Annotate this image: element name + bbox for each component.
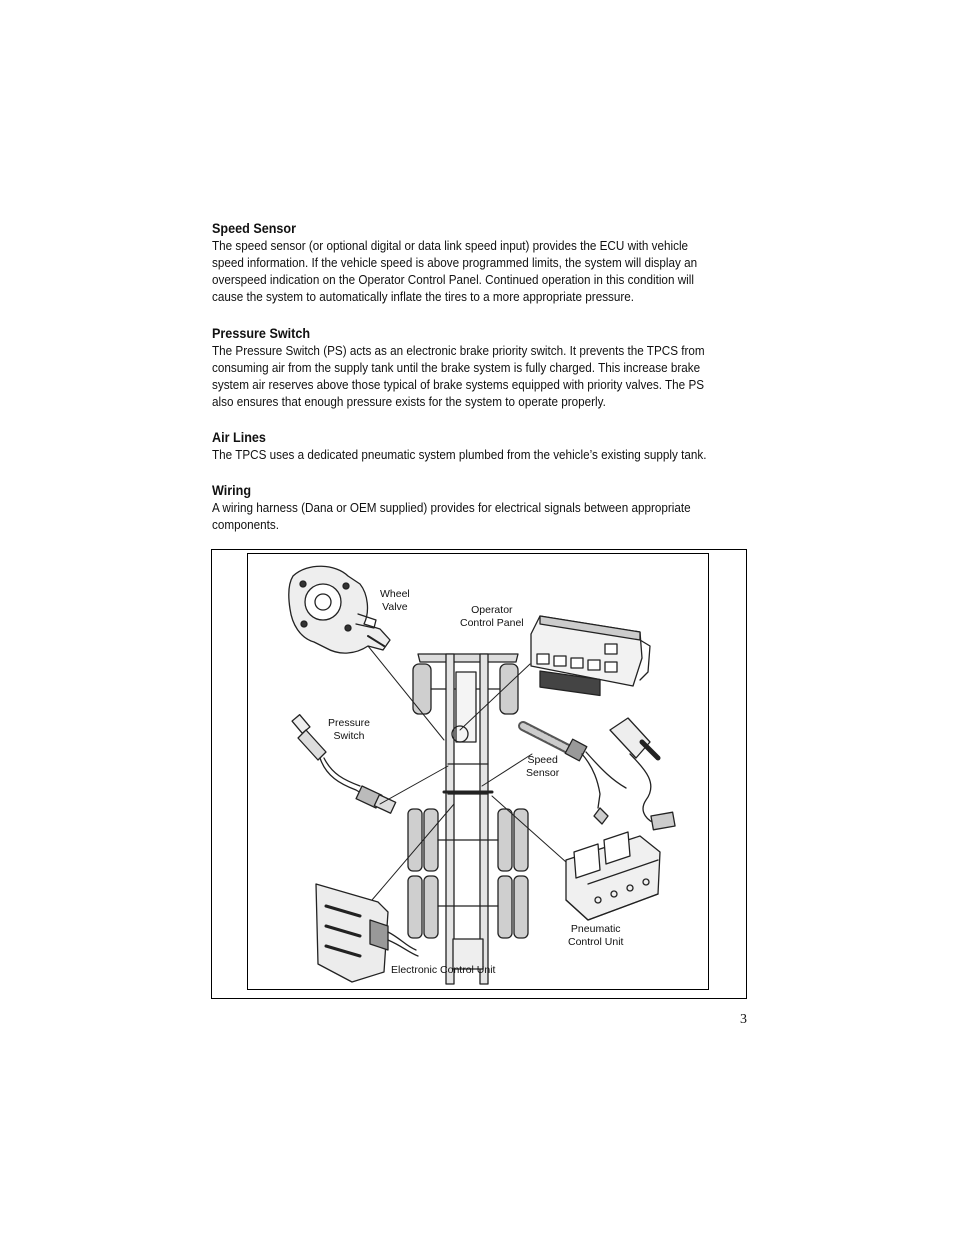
- label-electronic-control-unit: [391, 964, 495, 977]
- heading-pressure-switch: Pressure Switch: [212, 325, 311, 341]
- heading-wiring: Wiring: [212, 482, 252, 498]
- label-line: Sensor: [526, 767, 560, 779]
- text-line: components.: [212, 517, 279, 532]
- label-speed-sensor: [526, 754, 559, 780]
- pneumatic-control-unit-illustration: [566, 832, 660, 920]
- label-line: Operator: [471, 604, 513, 616]
- text-line: also ensures that enough pressure exists for the system to operate properly.: [212, 394, 606, 409]
- paragraph-speed-sensor: [212, 237, 752, 305]
- label-line: Electronic Control Unit: [391, 964, 496, 976]
- label-wheel-valve: [380, 588, 410, 614]
- label-line: Control Unit: [568, 936, 624, 948]
- label-pressure-switch: [328, 717, 370, 743]
- text-line: overspeed indication on the Operator Control Panel. Continued operation in this condition will: [212, 272, 694, 287]
- label-operator-control-panel: [460, 604, 524, 630]
- text-line: The speed sensor (or optional digital or data link speed input) provides the ECU with vehicle: [212, 238, 689, 253]
- text-line: A wiring harness (Dana or OEM supplied) provides for electrical signals between appropriate: [212, 500, 691, 515]
- paragraph-pressure-switch: [212, 342, 752, 410]
- text-line: The Pressure Switch (PS) acts as an electronic brake priority switch. It prevents the TPCS from: [212, 343, 705, 358]
- text-line: The TPCS uses a dedicated pneumatic system plumbed from the vehicle’s existing supply tank.: [212, 447, 707, 462]
- label-line: Wheel: [380, 588, 410, 600]
- label-line: Switch: [333, 730, 365, 742]
- paragraph-wiring: [212, 499, 752, 533]
- label-line: Valve: [382, 601, 408, 613]
- section-speed-sensor: [212, 219, 752, 305]
- section-pressure-switch: [212, 324, 752, 410]
- heading-air-lines: Air Lines: [212, 429, 266, 445]
- truck-chassis-illustration: [408, 654, 528, 984]
- section-wiring: [212, 481, 752, 533]
- heading-speed-sensor: Speed Sensor: [212, 220, 297, 236]
- text-line: system air reserves above those typical of brake systems equipped with priority valves. The PS: [212, 377, 705, 392]
- label-line: Pressure: [328, 717, 371, 729]
- paragraph-air-lines: [212, 446, 752, 463]
- wheel-valve-illustration: [289, 566, 390, 653]
- text-line: cause the system to automatically inflate the tires to a more appropriate pressure.: [212, 289, 635, 304]
- label-pneumatic-control-unit: [568, 923, 623, 949]
- label-line: Speed: [527, 754, 558, 766]
- text-line: speed information. If the vehicle speed is above programmed limits, the system will display an: [212, 255, 698, 270]
- label-line: Control Panel: [460, 617, 524, 629]
- page-number: 3: [740, 1012, 747, 1027]
- text-line: consuming air from the supply tank until the brake system is fully charged. This increase brake: [212, 360, 701, 375]
- label-line: Pneumatic: [570, 923, 621, 935]
- section-air-lines: [212, 428, 752, 463]
- figure-frame: [211, 549, 747, 999]
- sensor-with-harness-illustration: [610, 718, 675, 830]
- operator-control-panel-illustration: [531, 616, 650, 695]
- system-diagram: [247, 553, 709, 990]
